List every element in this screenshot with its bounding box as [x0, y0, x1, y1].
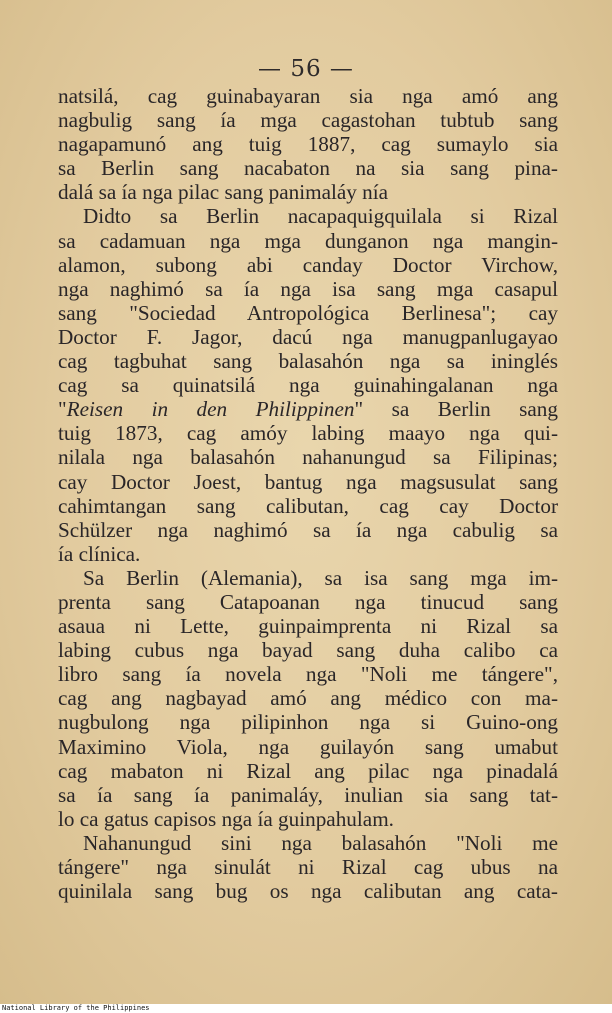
book-title: Reisen in den Philippinen	[66, 397, 355, 422]
text-line: cag sa quinatsilá nga guinahingalanan nga	[58, 373, 558, 398]
text-line: labing cubus nga bayad sang duha calibo ca	[58, 638, 558, 663]
text-line: Maximino Viola, nga guilayón sang umabut	[58, 734, 558, 759]
text-line: cahimtangan sang calibutan, cag cay Doctor	[58, 493, 558, 518]
text-line: dalá sa ía nga pilac sang panimaláy nía	[58, 180, 389, 205]
text-line: nugbulong nga pilipinhon nga si Guino-ong	[58, 710, 558, 735]
text-line: nilala nga balasahón nahanungud sa Filipinas;	[58, 445, 558, 470]
text-line: tuig 1873, cag amóy labing maayo nga qui-	[58, 421, 558, 446]
text-line: Sa Berlin (Alemania), sa isa sang mga im-	[83, 565, 558, 590]
text-line: ía clínica.	[58, 541, 141, 566]
text-line: Nahanungud sini nga balasahón "Noli me	[83, 830, 558, 855]
text-line: Doctor F. Jagor, dacú nga manugpanlugayao	[58, 324, 558, 349]
text-line: lo ca gatus capisos nga ía guinpahulam.	[58, 806, 394, 831]
library-credit: National Library of the Philippines	[2, 1004, 150, 1012]
text-line: nagbulig sang ía mga cagastohan tubtub sang	[58, 108, 558, 133]
text-line: natsilá, cag guinabayaran sia nga amó ang	[58, 84, 558, 108]
text-line: cay Doctor Joest, bantug nga magsusulat sang	[58, 469, 558, 494]
body-text	[58, 84, 558, 903]
text-line: sang "Sociedad Antropológica Berlinesa"; cay	[58, 300, 558, 325]
text-line: prenta sang Catapoanan nga tinucud sang	[58, 589, 558, 614]
text-line: cag ang nagbayad amó ang médico con ma-	[58, 686, 558, 711]
text-line: nagapamunó ang tuig 1887, cag sumaylo sia	[58, 132, 558, 157]
text-line: tángere" nga sinulát ni Rizal cag ubus na	[58, 855, 558, 879]
text-line: sa ía sang ía panimaláy, inulian sia sang tat-	[58, 782, 558, 807]
text-line: Schülzer nga naghimó sa ía nga cabulig sa	[58, 517, 558, 542]
text-line: asaua ni Lette, guinpaimprenta ni Rizal sa	[58, 614, 558, 639]
page-number: — 56 —	[258, 56, 354, 82]
text-line: cag tagbuhat sang balasahón nga sa ininglés	[58, 349, 558, 374]
text-line: Didto sa Berlin nacapaquigquilala si Rizal	[83, 204, 558, 229]
text-line: cag mabaton ni Rizal ang pilac nga pinadalá	[58, 758, 558, 783]
text-line: sa cadamuan nga mga dunganon nga mangin-	[58, 228, 558, 253]
text-line: libro sang ía novela nga "Noli me tángere",	[58, 662, 558, 687]
text-line: quinilala sang bug os nga calibutan ang cata-	[58, 879, 558, 904]
text-line: sa Berlin sang nacabaton na sia sang pina-	[58, 156, 558, 181]
text-line: "Reisen in den Philippinen" sa Berlin sang	[58, 397, 558, 422]
text-line: nga naghimó sa ía nga isa sang mga casapul	[58, 276, 558, 301]
text-line: alamon, subong abi canday Doctor Virchow,	[58, 252, 558, 277]
